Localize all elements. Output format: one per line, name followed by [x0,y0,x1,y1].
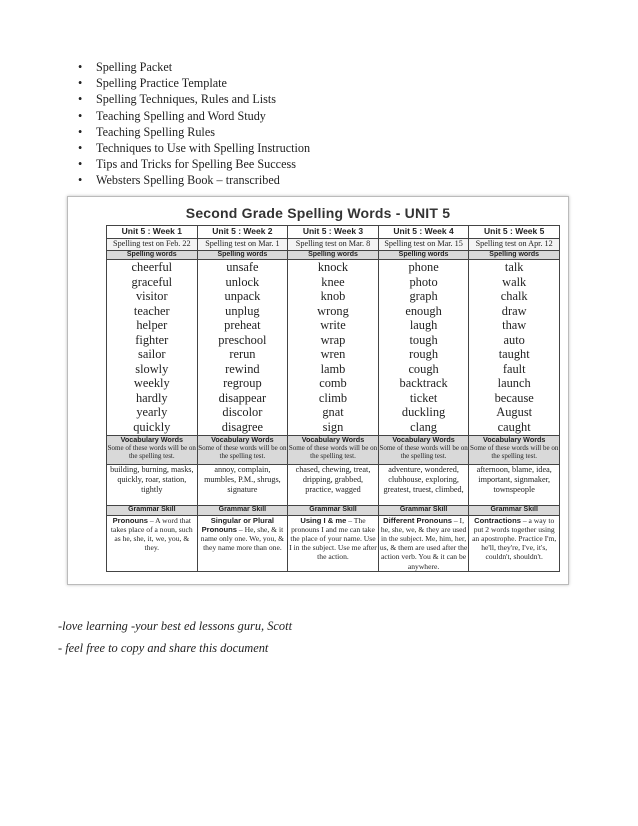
spelling-word: climb [318,390,348,405]
spelling-word: write [320,318,346,333]
week-header: Unit 5 : Week 5 [469,226,560,239]
spelling-word: auto [503,332,525,347]
spelling-word: talk [504,260,524,274]
grammar-skill [107,515,198,571]
test-date: Spelling test on Apr. 12 [469,239,560,251]
signature-line: -love learning -your best ed lessons guru, Scott [58,619,293,633]
spelling-word: photo [409,274,438,289]
spelling-word: unplug [225,303,260,318]
grammar-text: – He, she, & it name only one. We, you, & they name more than one. [200,524,284,553]
vocab-label [469,435,560,464]
spelling-words-label: Spelling words [469,251,560,260]
spelling-word: regroup [223,376,262,391]
spelling-word: rewind [225,361,260,376]
grammar-title: Using I & me [300,515,347,525]
spelling-word: taught [498,347,530,362]
spelling-word: comb [319,376,347,391]
vocab-label-note: Some of these words will be on the spelling test. [288,443,378,460]
grammar-title: Pronouns [112,515,148,525]
spelling-word: visitor [135,289,168,304]
vocab-label-title: Vocabulary Words [120,435,184,444]
spelling-word: clang [410,420,437,435]
grammar-title: Singular or Plural Pronouns [201,515,275,534]
spelling-sheet-image [67,196,569,585]
resource-list [78,59,310,189]
sheet-title: Second Grade Spelling Words - UNIT 5 [185,205,451,221]
week-header: Unit 5 : Week 2 [197,226,288,239]
spelling-word: wrong [317,303,349,318]
spelling-word: thaw [502,318,527,333]
vocab-label-note: Some of these words will be on the spelling test. [198,443,287,460]
vocab-label-note: Some of these words will be on the spelling test. [107,443,196,460]
spelling-word: draw [501,303,527,318]
list-item: • Spelling Practice Template [78,75,310,91]
list-item: • Spelling Techniques, Rules and Lists [78,91,310,107]
grammar-label-row [107,505,560,515]
spelling-word: wrap [320,332,346,347]
spelling-word: cough [408,361,439,376]
spelling-word: weekly [133,376,170,391]
spelling-word: knee [321,274,345,289]
list-item: • Tips and Tricks for Spelling Bee Success [78,156,310,172]
grammar-title: Different Pronouns [383,515,452,525]
vocab-row [107,464,560,505]
spelling-word: gnat [322,405,344,420]
spelling-word: slowly [135,361,169,376]
word-list [288,260,379,436]
vocab-words: annoy, complain, mumbles, P.M., shrugs, signature [197,464,288,505]
spelling-table [106,225,560,572]
vocab-label [288,435,379,464]
grammar-label: Grammar Skill [197,505,288,515]
list-item: • Techniques to Use with Spelling Instruction [78,140,310,156]
spelling-words-label: Spelling words [197,251,288,260]
spelling-word: phone [408,260,439,274]
spelling-word: graph [409,289,438,304]
grammar-label: Grammar Skill [469,505,560,515]
grammar-row [107,515,560,571]
spelling-word: wren [320,347,346,362]
spelling-word: unsafe [226,260,259,274]
vocab-words: adventure, wondered, clubhouse, exploring, greatest, truest, climbed, [378,464,469,505]
grammar-label: Grammar Skill [378,505,469,515]
spelling-words-label: Spelling words [107,251,198,260]
grammar-label: Grammar Skill [107,505,198,515]
spelling-word: teacher [133,303,170,318]
word-list [469,260,560,436]
vocab-label [107,435,198,464]
word-list [378,260,469,436]
test-date: Spelling test on Mar. 15 [378,239,469,251]
spelling-word: helper [136,318,168,333]
spelling-word: launch [497,376,531,391]
grammar-skill [197,515,288,571]
share-note: - feel free to copy and share this document [58,641,269,655]
spelling-word: rough [409,347,439,362]
vocab-label-row [107,435,560,464]
week-header: Unit 5 : Week 3 [288,226,379,239]
spelling-word: backtrack [399,376,448,391]
vocab-label-note: Some of these words will be on the spelling test. [379,443,468,460]
vocab-words: chased, chewing, treat, dripping, grabbed, practice, wagged [288,464,379,505]
spelling-word: graceful [131,274,173,289]
vocab-label-title: Vocabulary Words [211,435,274,444]
spelling-word: unlock [225,274,260,289]
list-item: • Teaching Spelling Rules [78,124,310,140]
grammar-skill [469,515,560,571]
spelling-word: lamb [320,361,346,376]
word-list [197,260,288,436]
spelling-word: sailor [138,347,166,362]
spelling-word: caught [497,420,531,435]
spelling-words-label: Spelling words [378,251,469,260]
spelling-words-label: Spelling words [288,251,379,260]
grammar-text: – The pronouns I and me can take the place of your name. Use I in the subject. Use me after the action. [289,515,377,562]
grammar-skill [378,515,469,571]
test-date-row [107,239,560,251]
spelling-word: cheerful [131,260,173,274]
vocab-words: afternoon, blame, idea, important, signmaker, townspeople [469,464,560,505]
spelling-word: knock [317,260,349,274]
vocab-label-title: Vocabulary Words [392,435,455,444]
spelling-word: duckling [401,405,446,420]
spelling-word: laugh [409,318,438,333]
spelling-word: knob [320,289,346,304]
spelling-word: fighter [135,332,169,347]
vocab-label-title: Vocabulary Words [301,435,365,444]
grammar-text: – a way to put 2 words together using an apostrophe. Practice I'm, he'll, they're, I've, it's, couldn't, shouldn't. [472,515,557,562]
spelling-words-label-row [107,251,560,260]
grammar-text: – A word that takes place of a noun, such as he, she, it, we, you, & they. [110,515,193,553]
spelling-word: preschool [218,332,267,347]
spelling-word: discolor [222,405,263,420]
test-date: Spelling test on Mar. 8 [288,239,379,251]
grammar-label: Grammar Skill [288,505,379,515]
list-item: • Teaching Spelling and Word Study [78,108,310,124]
spelling-words-row [107,260,560,436]
grammar-skill [288,515,379,571]
spelling-word: unpack [224,289,261,304]
vocab-words: building, burning, masks, quickly, roar, station, tightly [107,464,198,505]
test-date: Spelling test on Feb. 22 [107,239,198,251]
spelling-word: rerun [229,347,256,362]
vocab-label-note: Some of these words will be on the spelling test. [470,443,559,460]
vocab-label [378,435,469,464]
spelling-word: tough [409,332,438,347]
vocab-label [197,435,288,464]
grammar-title: Contractions [474,515,521,525]
spelling-word: disappear [218,390,267,405]
grammar-text: – I, he, she, we, & they are used in the subject. Me, him, her, us, & them are used after the action verb. You & it can be anywhere. [379,515,468,571]
spelling-word: hardly [135,390,168,405]
spelling-word: chalk [500,289,528,304]
spelling-word: yearly [136,405,168,420]
spelling-word: quickly [133,420,171,435]
week-header: Unit 5 : Week 1 [107,226,198,239]
spelling-word: ticket [409,390,438,405]
week-header: Unit 5 : Week 4 [378,226,469,239]
spelling-word: sign [322,420,344,435]
list-item: • Spelling Packet [78,59,310,75]
week-header-row [107,226,560,239]
spelling-word: because [494,390,534,405]
word-list [107,260,198,436]
spelling-word: preheat [224,318,261,333]
spelling-word: enough [405,303,442,318]
test-date: Spelling test on Mar. 1 [197,239,288,251]
spelling-word: August [496,405,533,420]
vocab-label-title: Vocabulary Words [482,435,546,444]
spelling-word: disagree [221,420,264,435]
spelling-word: fault [502,361,526,376]
spelling-word: walk [502,274,527,289]
list-item: • Websters Spelling Book – transcribed [78,172,310,188]
